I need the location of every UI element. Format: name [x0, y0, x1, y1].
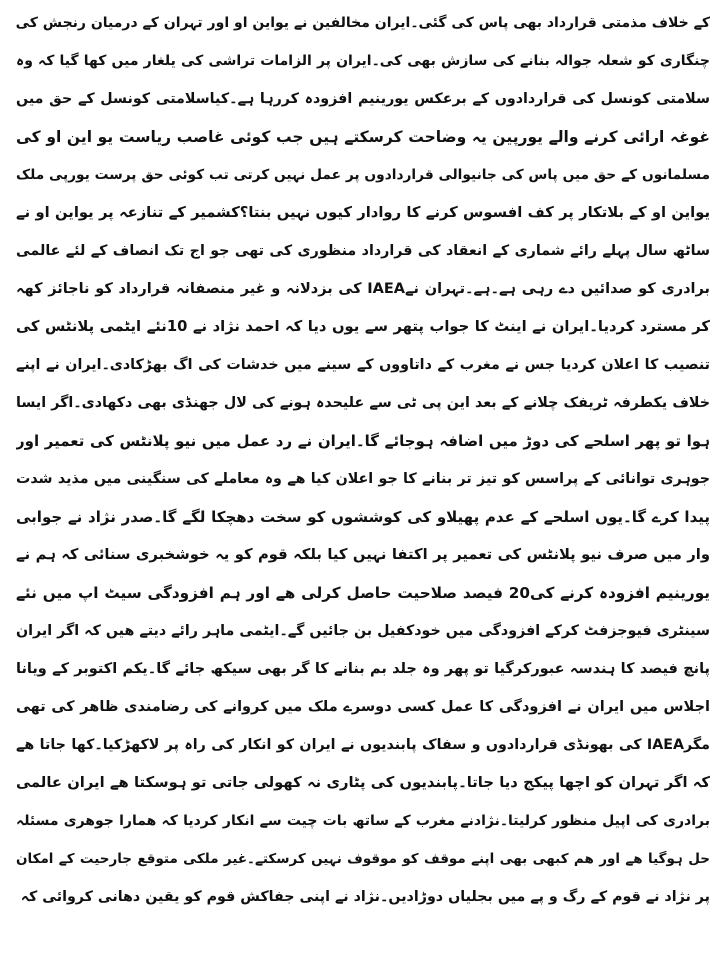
text-line: یورینیم افزودہ کرنے کی20 فیصد صلاحیت حاصل کرلی ھے اور ہم افزودگی سیٹ اپ میں نئے [16, 584, 710, 602]
text-line: ہوا تو پھر اسلحے کی دوڑ میں اضافہ ہوجائے گا۔ایران نے رد عمل میں نیو پلانٹس کی تعمیر اور [16, 432, 710, 450]
text-line: خلاف یکطرفہ ٹریفک چلانے کے بعد این پی ٹی سے علیحدہ ہونے کی لال جھنڈی بھی دکھادی۔اگر ایسا [16, 395, 710, 411]
text-line: کر مسترد کردیا۔ایران نے اینٹ کا جواب پتھر سے یوں دیا کہ احمد نژاد نے 10نئے ایٹمی پلانٹس کی [16, 318, 710, 335]
article-body [16, 4, 710, 916]
text-line: مسلمانوں کے حق میں پاس کی جانیوالی قراردادوں پر عمل نہیں کرتی تب کوئی حق پرست یورپی ملک [16, 167, 710, 183]
text-line: جوہری توانائی کے پراسس کو تیز تر بنانے کا جو اعلان کیا ھے وہ معاملے کی سنگینی میں مذید شدت [16, 471, 710, 487]
text-line: کہ اگر تہران کو اچھا پیکج دیا جاتا۔پابندیوں کی پٹاری نہ کھولی جاتی تو ہوسکتا ھے ایران عالمی [16, 774, 710, 791]
text-line: پر نژاد نے قوم کے رگ و پے میں بجلیاں دوڑادیں۔نژاد نے اپنی جفاکش قوم کو یقین دھانی کروائی کہ [20, 889, 710, 905]
text-line: مگرIAEA کی بھونڈی قراردادوں و سفاک پابندیوں نے ایران کو انکار کی راہ پر لاکھڑکیا۔کھا جاتا ھے [16, 737, 710, 753]
text-line: ساٹھ سال پہلے رائے شماری کے انعقاد کی قرارداد منظوری کی تھی جو اج تک انصاف کے لئے عالمی [16, 243, 710, 259]
text-line: وار میں صرف نیو پلانٹس کی تعمیر پر اکتفا نہیں کیا بلکہ قوم کو یہ خوشخبری سنائی کہ ہم نے [16, 546, 710, 563]
text-line: سلامتی کونسل کی قراردادوں کے برعکس یورینیم افزودہ کررہا ہے۔کیاسلامتی کونسل کے حق میں [16, 91, 710, 107]
text-line: پیدا کرے گا۔یوں اسلحے کے عدم پھیلاو کی کوششوں کو سخت دھچکا لگے گا۔صدر نژاد نے جوابی [16, 508, 710, 526]
text-line: پانچ فیصد کا ہندسہ عبورکرگیا تو پھر وہ جلد بم بنانے کا گر بھی سیکھ جائے گا۔یکم اکتوبر کے ویانا [16, 661, 710, 677]
text-line: غوغہ ارائی کرنے والے یورپین یہ وضاحت کرسکتے ہیں جب کوئی غاصب ریاست یو این او کی [16, 128, 710, 146]
text-line: برادری کو صدائیں دے رہی ہے۔ہے۔تہران نےIAEA کی بزدلانہ و غیر منصفانہ قرارداد کو ناجائز کھہ [16, 281, 710, 297]
text-line: یواین او کے بلاتکار پر کف افسوس کرنے کا روادار کیوں نہیں بنتا؟کشمیر کے تنازعہ پر یواین او نے [16, 204, 710, 221]
text-line: تنصیب کا اعلان کردیا جس نے مغرب کے داتاووں کے سینے میں خدشات کی اگ بھڑکادی۔ایران نے اپنے [16, 357, 710, 373]
text-line: سینٹری فیوجزفٹ کرکے افزودگی میں خودکفیل بن جائیں گے۔ایٹمی ماہر رائے دیتے ھیں کہ اگر ایران [16, 623, 710, 639]
text-line: حل ہوگیا ھے اور ھم کبھی بھی اپنے موقف کو موقوف نہیں کرسکتے۔غیر ملکی متوقع جارحیت کے امکان [16, 851, 710, 867]
text-line: چنگاری کو شعلہ جوالہ بنانے کی سازش بھی کی۔ایران پر الزامات تراشی کی یلغار میں کھا گیا کہ وہ [16, 53, 710, 69]
text-line: کے خلاف مذمتی قرارداد بھی پاس کی گئی۔ایران مخالفین نے یواین او اور تہران کے درمیان رنجش کی [16, 15, 710, 31]
text-line: برادری کی اپیل منظور کرلیتا۔نژادنے مغرب کے ساتھ بات چیت سے انکار کردیا کہ ھمارا جوھری مسئلہ [16, 813, 710, 829]
text-line: اجلاس میں ایران نے افزودگی کا عمل کسی دوسرے ملک میں کروانے کی رضامندی ظاھر کی تھی [16, 699, 710, 715]
